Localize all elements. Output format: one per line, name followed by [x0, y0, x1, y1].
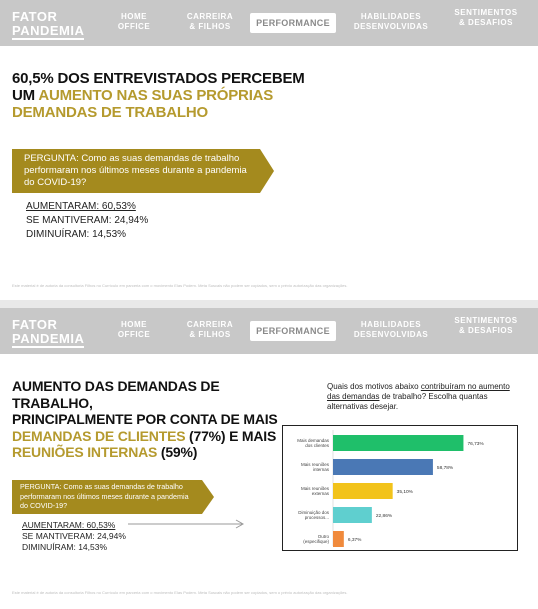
result-increased: AUMENTARAM: 60,53% [26, 201, 136, 212]
nav-home-office[interactable] [114, 12, 154, 32]
nav-label: & DESAFIOS [459, 326, 513, 335]
results-list [26, 200, 148, 242]
nav-label: CARREIRA [186, 12, 234, 21]
question-box [12, 149, 260, 193]
value-label: 35,10% [396, 489, 413, 495]
nav-habilidades[interactable] [346, 12, 436, 32]
nav-performance[interactable]: PERFORMANCE [250, 13, 336, 33]
nav-label: DESENVOLVIDAS [353, 22, 429, 31]
result-increased: AUMENTARAM: 60,53% [22, 520, 116, 530]
slide-performance-2 [0, 308, 538, 609]
category-label: Mais reuniões internas [300, 461, 329, 473]
nav-label: HOME [121, 320, 147, 329]
title-line [12, 428, 302, 445]
bar [333, 483, 393, 499]
category-label: Mais demandas dos clientes [297, 437, 329, 449]
result-maintained: SE MANTIVERAM: 24,94% [22, 531, 126, 541]
question-text: PERGUNTA: Como as suas demandas de trabalho performaram nos últimos meses durante a pandemia do COVID-19? [24, 153, 247, 188]
result-maintained: SE MANTIVERAM: 24,94% [26, 215, 149, 226]
nav-label: SENTIMENTOS [454, 316, 518, 325]
brand-logo[interactable] [12, 10, 84, 40]
bar-chart [283, 426, 517, 550]
title-text: (59%) [157, 444, 198, 460]
nav-label: OFFICE [117, 330, 151, 339]
value-label: 58,78% [436, 465, 454, 471]
brand-logo[interactable] [12, 318, 84, 348]
nav-label: DESENVOLVIDAS [353, 330, 429, 339]
title-line: PRINCIPALMENTE POR CONTA DE MAIS [12, 411, 278, 427]
title-line [12, 87, 312, 104]
value-label: 76,73% [467, 441, 484, 447]
slide-performance-1 [0, 0, 538, 300]
chart-question [327, 382, 517, 412]
chart-question-text: Quais dos motivos abaixo [327, 382, 421, 391]
value-label: 22,86% [375, 513, 393, 519]
bar-chart-frame [282, 425, 518, 551]
nav-label: & DESAFIOS [459, 18, 513, 27]
nav-label: OFFICE [117, 22, 151, 31]
result-decreased: DIMINUÍRAM: 14,53% [22, 542, 108, 552]
brand-line2: PANDEMIA [12, 23, 85, 38]
arrow-right-icon [128, 519, 248, 529]
arrow-tip-shape [202, 480, 214, 514]
nav-carreira-filhos[interactable] [182, 320, 238, 340]
nav-label: HABILIDADES [360, 320, 422, 329]
nav-performance[interactable]: PERFORMANCE [250, 321, 336, 341]
top-navbar [0, 308, 538, 354]
nav-home-office[interactable] [114, 320, 154, 340]
title-highlight: DEMANDAS DE CLIENTES [12, 427, 186, 444]
title-highlight: REUNIÕES INTERNAS [12, 444, 158, 460]
nav-sentimentos[interactable] [448, 316, 524, 336]
title-text: (77%) E MAIS [185, 427, 277, 444]
question-box [12, 480, 202, 514]
brand-line1: FATOR [12, 9, 58, 24]
title-line: AUMENTO DAS DEMANDAS DE TRABALHO, [12, 378, 220, 411]
nav-label: HABILIDADES [360, 12, 422, 21]
title-line [12, 444, 302, 461]
chart-question-underlined: contribuíram no aumento das demandas [327, 382, 510, 401]
nav-habilidades[interactable] [346, 320, 436, 340]
title-line: 60,5% DOS ENTREVISTADOS PERCEBEM [12, 70, 305, 87]
value-label: 6,37% [347, 537, 362, 543]
result-decreased: DIMINUÍRAM: 14,53% [26, 229, 127, 240]
nav-sentimentos[interactable] [448, 8, 524, 28]
page-title [12, 70, 312, 121]
brand-line1: FATOR [12, 317, 58, 332]
footnote: Este material é de autoria da consultoria Filhos no Currículo em parceria com o movimento Elas Podem. Meta Suscais não podem ser copiados, sem o prévio autorização das organizações. [12, 283, 348, 288]
nav-label: HOME [121, 12, 147, 21]
brand-line2: PANDEMIA [12, 331, 85, 346]
bar [333, 507, 372, 523]
category-label: Mais reuniões externas [300, 485, 329, 497]
bar [333, 435, 463, 451]
bar [333, 459, 433, 475]
nav-carreira-filhos[interactable] [182, 12, 238, 32]
results-list [22, 520, 126, 553]
nav-label: SENTIMENTOS [454, 8, 518, 17]
page-title [12, 378, 302, 461]
title-highlight: AUMENTO NAS SUAS PRÓPRIAS [38, 87, 274, 104]
title-text: UM [12, 87, 39, 104]
nav-label: & FILHOS [189, 22, 231, 31]
arrow-tip-shape [260, 149, 274, 193]
bar [333, 531, 344, 547]
top-navbar [0, 0, 538, 46]
nav-label: & FILHOS [189, 330, 231, 339]
chart-question-text: de trabalho? Escolha quantas alternativas desejar. [327, 392, 488, 411]
title-highlight: DEMANDAS DE TRABALHO [12, 104, 208, 121]
category-label: Diminuição dos processos... [298, 509, 329, 521]
category-label: Outro (especifique) [303, 533, 329, 545]
question-text: PERGUNTA: Como as suas demandas de trabalho performaram nos últimos meses durante a pandemia do COVID-19? [20, 482, 189, 510]
footnote: Este material é de autoria da consultoria Filhos no Currículo em parceria com o movimento Elas Podem. Meta Suscais não podem ser copiados, sem o prévio autorização das organizações. [12, 590, 348, 595]
nav-label: CARREIRA [186, 320, 234, 329]
